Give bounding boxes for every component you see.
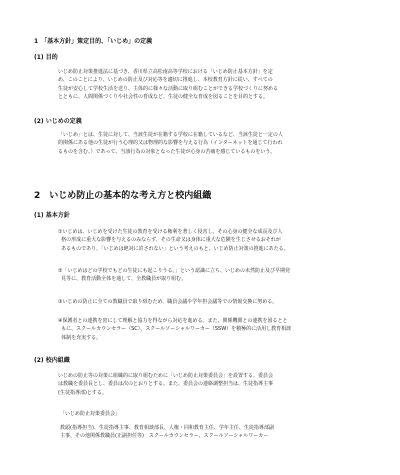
section-2-heading: 2 いじめ防止の基本的な考え方と校内組織	[34, 191, 212, 201]
policy-item-2: ②「いじめはどの学校でもどの生徒にも起こりうる。」という認識に立ち、いじめの未然防止及び早期発 見等に、教育活動全体を通して、全教職員が取り組む。	[58, 268, 290, 283]
objective-text: いじめ防止対策推進法に基づき、香川県立高松南高等学校における「いじめ防止基本方針」を定 め、このことにより、いじめの防止及び対応等を適切に推進し、本校教育方針に従い、すべての 生徒が安心して学校生活を送り、主体的に様々な活動に取り組むことができる学校づくりに努める とともに、人間関係づくりや社会性の育成など、生徒の健全な育成を図ることを目的とする。	[58, 69, 279, 101]
policy-item-4: ④保護者との連携を密にして理解と協力を得ながら対応を進める。また、関係機関との連携を図るとと もに、スクールカウンセラー（SC）、スクールソーシャルワーカー（SSW）を積極的に活用し教育相談 体制を充実する。	[58, 318, 292, 341]
definition-text: 「いじめ」とは、生徒に対して、当該生徒が在籍する学校に在籍しているなど、当該生徒と一定の人 的関係にある他の生徒が行う心理的又は物理的な影響を与える行為（インターネットを通じて行われ るものを含む。）であって、当該行為の対象となった生徒が心身の苦痛を感じているものをいう。	[58, 132, 283, 155]
policy-title: (1) 基本方針	[34, 212, 70, 219]
org-title: (2) 校内組織	[34, 357, 70, 364]
committee-label: 「いじめ防止対策委員会」	[60, 411, 121, 417]
committee-members: 教頭(指導担当)、生徒指導主事、教育相談部長、人権・同和教育主任、学年主任、生徒指導部副 主事、その他関係教職員(正副担任等) スクールカウンセラー、スクールソーシャルワーカー	[60, 425, 274, 440]
policy-item-1: ①いじめは、いじめを受けた生徒の教育を受ける権利を著しく侵害し、その心身の健全な成長及び人 格の形成に重大な影響を与えるのみならず、その生命又は身体に重大な危険を生じさせるおそれが あるものであり、「いじめは絶対に許されない」という考えのもと、いじめ防止対策の推進にあたる。	[58, 229, 289, 252]
policy-item-3: ③いじめの防止に全ての教職員で取り組むため、職員会議や学年担会議等での情報交換に努める。	[58, 299, 278, 305]
definition-title: (2) いじめの定義	[34, 118, 82, 125]
section-1-heading: 1 「基本方針」策定目的、「いじめ」の定義	[34, 38, 153, 45]
org-text: いじめの防止等の対策に組織的に取り組むために「いじめ防止対策委員会」を設置する。委員会 は教職を委員長とし、委員は次のとおりとする。また、委員会の連絡調整担当は、生徒指導主事 (生徒指導部)とする。	[58, 373, 274, 396]
objective-title: (1) 目的	[34, 54, 58, 61]
